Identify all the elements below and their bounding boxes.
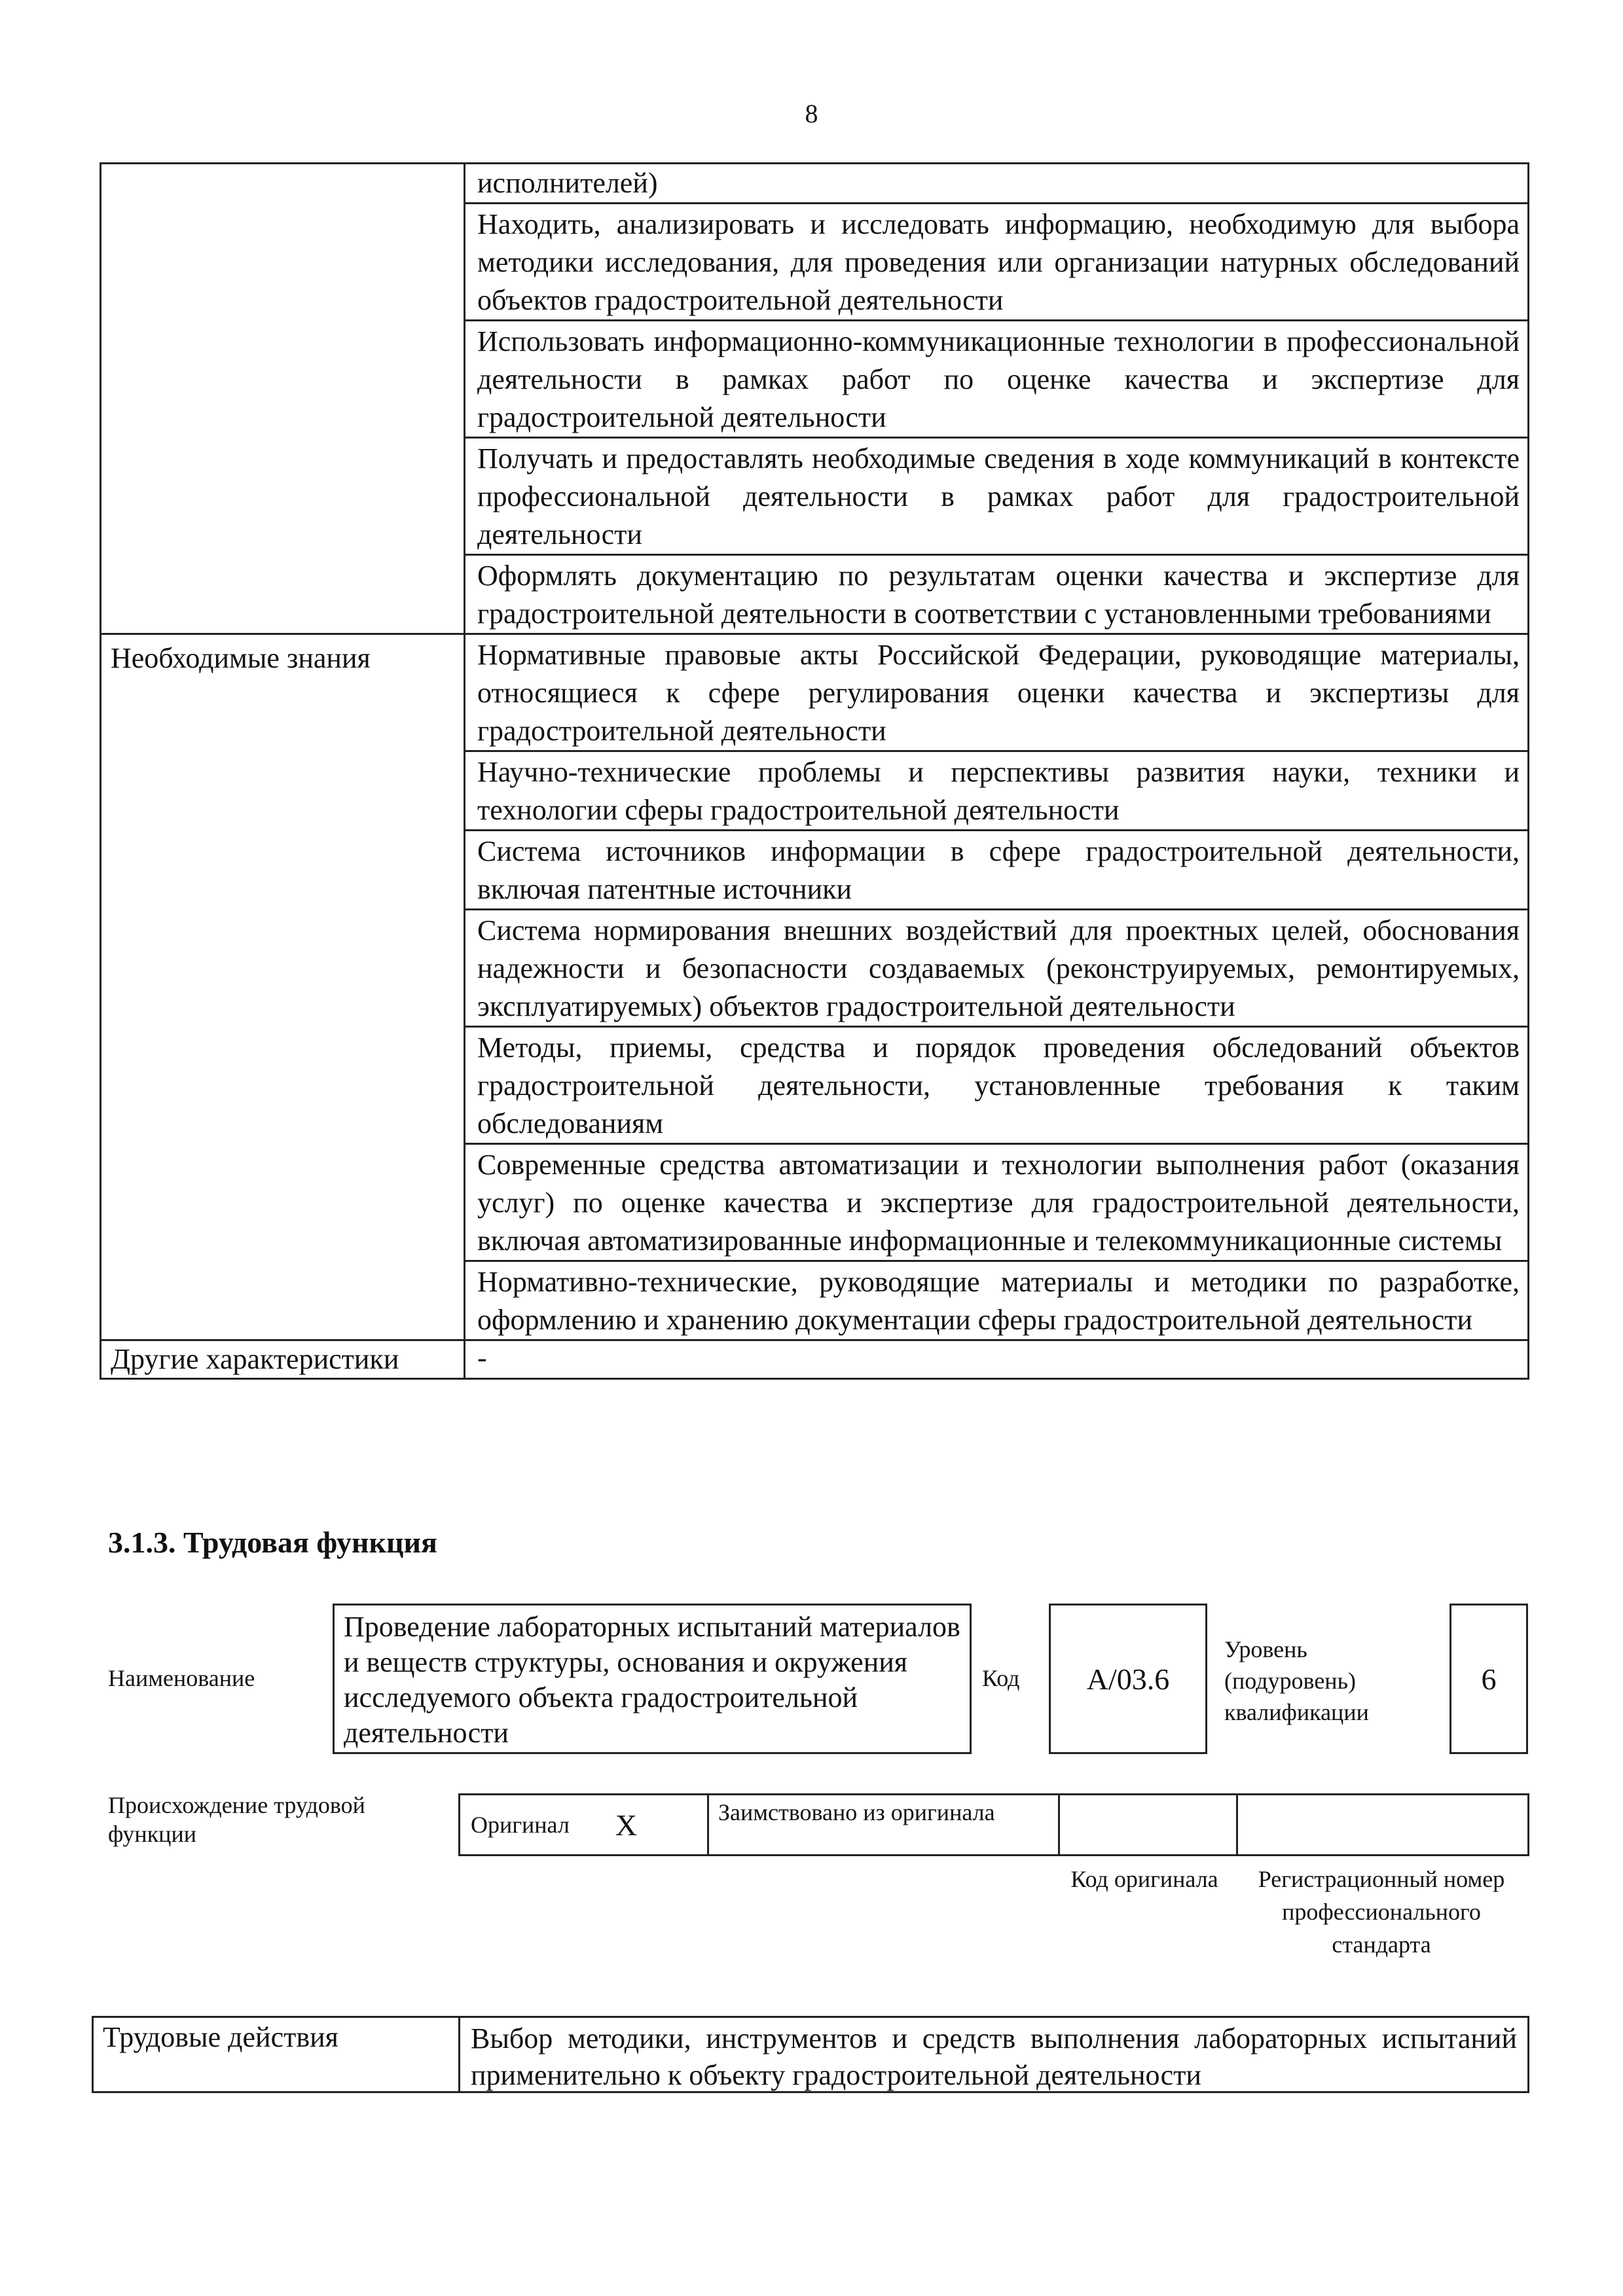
actions-value: Выбор методики, инструментов и средств выполнения лабораторных испытаний применительно к объекту градостроительной деятельности [471,2022,1517,2091]
table-cell: Получать и предоставлять необходимые сведения в ходе коммуникаций в контексте профессиональной деятельности в рамках работ для градостроительной деятельности [465,439,1527,556]
table-cell: Использовать информационно-коммуникационные технологии в профессиональной деятельности в рамках работ по оценке качества и экспертизе для градостроительной деятельности [465,321,1527,439]
table-cell: Методы, приемы, средства и порядок проведения обследований объектов градостроительной деятельности, установленные требования к таким обследованиям [465,1028,1527,1145]
table-cell: Система источников информации в сфере градостроительной деятельности, включая патентные источники [465,831,1527,910]
section-title: 3.1.3. Трудовая функция [108,1526,437,1559]
reg-number-caption: Регистрационный номер профессионального стандарта [1258,1866,1505,1958]
skills-row [101,164,1527,635]
knowledge-cells [465,635,1527,1339]
table-cell: исполнителей) [465,164,1527,204]
table-cell: Оформлять документацию по результатам оценки качества и экспертизе для градостроительной деятельности в соответствии с установленными требованиями [477,560,1520,630]
code-original-caption: Код оригинала [1070,1866,1218,1892]
original-label: Оригинал [471,1812,570,1838]
table-cell: Находить, анализировать и исследовать информацию, необходимую для выбора методики исследования, для проведения или организации натурных обследований объектов градостроительной деятельности [465,204,1527,321]
name-label: Наименование [108,1665,255,1691]
other-cells [465,1341,1527,1378]
table-cell: Нормативные правовые акты Российской Федерации, руководящие материалы, относящиеся к сфере регулирования оценки качества и экспертизы для градостроительной деятельности [465,635,1527,752]
other-row [101,1341,1527,1378]
code-value: А/03.6 [1049,1604,1207,1754]
table-cell: Современные средства автоматизации и технологии выполнения работ (оказания услуг) по оценке качества и экспертизе для градостроительной деятельности, включая автоматизированные информационные и телекоммуникационные системы [465,1145,1527,1262]
origin-row [458,1793,1529,1856]
original-mark: X [615,1808,638,1842]
table-cell: Система нормирования внешних воздействий для проектных целей, обоснования надежности и безопасности создаваемых (реконструируемых, ремонтируемых, эксплуатируемых) объектов градостроительной деятельности [465,910,1527,1028]
skills-cells [465,164,1527,633]
origin-original-cell [460,1795,709,1854]
skills-table [100,162,1529,1380]
table-cell: Научно-технические проблемы и перспективы развития науки, техники и технологии сферы градостроительной деятельности [465,752,1527,831]
other-value: - [477,1342,487,1374]
knowledge-row [101,635,1527,1341]
origin-reg-cell [1238,1795,1527,1854]
page-number: 8 [805,99,818,128]
knowledge-label: Необходимые знания [101,635,465,1339]
other-label: Другие характеристики [101,1341,465,1378]
origin-label: Происхождение трудовой функции [108,1792,365,1847]
skills-row-label-empty [101,164,465,633]
level-label: Уровень (подуровень) квалификации [1224,1636,1369,1725]
function-name-box: Проведение лабораторных испытаний материалов и веществ структуры, основания и окружения исследуемого объекта градостроительной деятельности [333,1604,972,1754]
code-label: Код [982,1665,1020,1691]
origin-code-cell [1060,1795,1238,1854]
level-value: 6 [1450,1604,1528,1754]
actions-label: Трудовые действия [94,2018,460,2091]
borrowed-label: Заимствовано из оригинала [709,1795,1060,1854]
actions-table [92,2016,1529,2093]
table-cell: Нормативно-технические, руководящие материалы и методики по разработке, оформлению и хранению документации сферы градостроительной деятельности [477,1266,1520,1336]
